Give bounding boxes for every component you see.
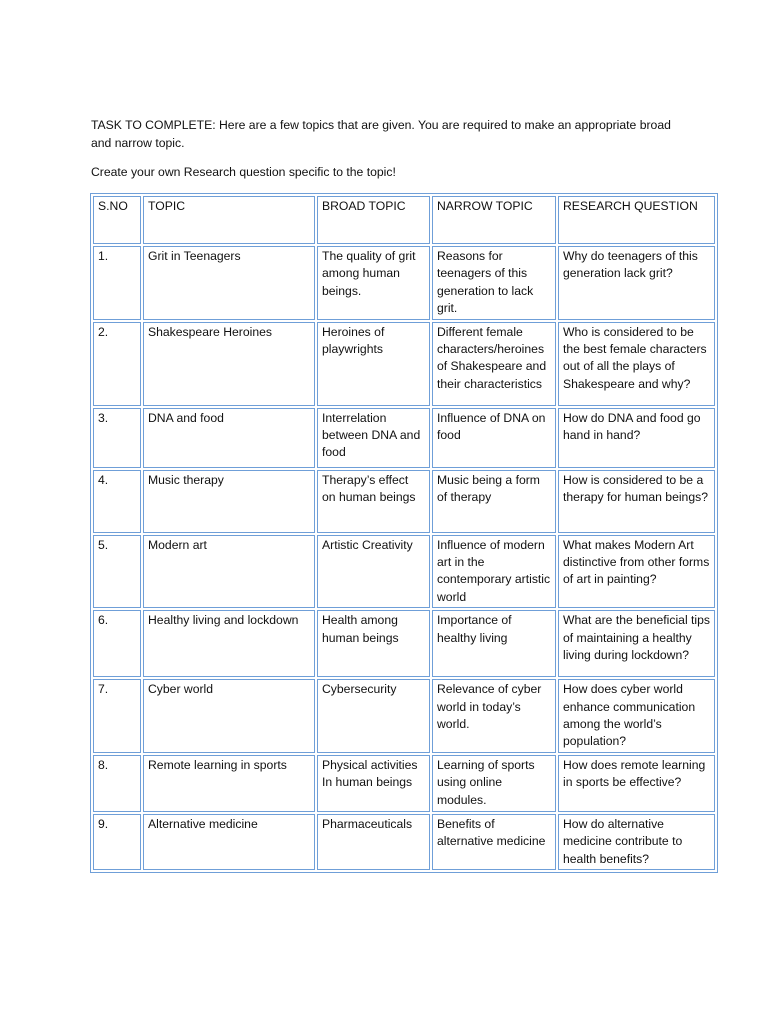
task-instruction: TASK TO COMPLETE: Here are a few topics that are given. You are required to make an appropriate broad and narrow topic. — [91, 118, 671, 150]
cell-topic: Remote learning in sports — [143, 755, 315, 812]
table-row — [93, 814, 715, 870]
cell-narrow-topic: Importance of healthy living — [432, 610, 556, 677]
table-row — [93, 755, 715, 812]
header-broad-topic: BROAD TOPIC — [317, 196, 430, 244]
cell-topic: Shakespeare Heroines — [143, 322, 315, 406]
cell-research-question: How does remote learning in sports be effective? — [558, 755, 715, 812]
header-narrow-topic: NARROW TOPIC — [432, 196, 556, 244]
cell-narrow-topic: Influence of modern art in the contemporary artistic world — [432, 535, 556, 609]
cell-sno: 8. — [93, 755, 141, 812]
cell-sno: 7. — [93, 679, 141, 753]
cell-topic: Modern art — [143, 535, 315, 609]
cell-sno: 2. — [93, 322, 141, 406]
cell-broad-topic: Artistic Creativity — [317, 535, 430, 609]
cell-topic: Alternative medicine — [143, 814, 315, 870]
cell-narrow-topic: Relevance of cyber world in today’s world. — [432, 679, 556, 753]
cell-research-question: What are the beneficial tips of maintaining a healthy living during lockdown? — [558, 610, 715, 677]
table-row — [93, 610, 715, 677]
cell-narrow-topic: Influence of DNA on food — [432, 408, 556, 468]
table-row — [93, 535, 715, 609]
cell-broad-topic: Cybersecurity — [317, 679, 430, 753]
cell-research-question: Why do teenagers of this generation lack grit? — [558, 246, 715, 320]
cell-narrow-topic: Music being a form of therapy — [432, 470, 556, 533]
header-sno: S.NO — [93, 196, 141, 244]
cell-narrow-topic: Reasons for teenagers of this generation to lack grit. — [432, 246, 556, 320]
header-research-question: RESEARCH QUESTION — [558, 196, 715, 244]
table-row — [93, 679, 715, 753]
cell-broad-topic: Physical activities In human beings — [317, 755, 430, 812]
cell-sno: 3. — [93, 408, 141, 468]
cell-research-question: Who is considered to be the best female characters out of all the plays of Shakespeare and why? — [558, 322, 715, 406]
cell-broad-topic: Interrelation between DNA and food — [317, 408, 430, 468]
cell-topic: Grit in Teenagers — [143, 246, 315, 320]
cell-sno: 5. — [93, 535, 141, 609]
cell-sno: 4. — [93, 470, 141, 533]
table-row — [93, 322, 715, 406]
cell-sno: 1. — [93, 246, 141, 320]
cell-research-question: What makes Modern Art distinctive from other forms of art in painting? — [558, 535, 715, 609]
cell-topic: Cyber world — [143, 679, 315, 753]
table-row — [93, 408, 715, 468]
table-row — [93, 246, 715, 320]
cell-research-question: How do alternative medicine contribute to health benefits? — [558, 814, 715, 870]
header-topic: TOPIC — [143, 196, 315, 244]
cell-topic: DNA and food — [143, 408, 315, 468]
research-instruction: Create your own Research question specific to the topic! — [91, 165, 396, 179]
cell-sno: 9. — [93, 814, 141, 870]
cell-broad-topic: Therapy’s effect on human beings — [317, 470, 430, 533]
cell-broad-topic: Heroines of playwrights — [317, 322, 430, 406]
cell-broad-topic: The quality of grit among human beings. — [317, 246, 430, 320]
cell-narrow-topic: Different female characters/heroines of Shakespeare and their characteristics — [432, 322, 556, 406]
cell-broad-topic: Pharmaceuticals — [317, 814, 430, 870]
cell-research-question: How is considered to be a therapy for human beings? — [558, 470, 715, 533]
cell-narrow-topic: Learning of sports using online modules. — [432, 755, 556, 812]
cell-research-question: How does cyber world enhance communication among the world’s population? — [558, 679, 715, 753]
table-row — [93, 470, 715, 533]
instructions — [91, 117, 691, 182]
cell-research-question: How do DNA and food go hand in hand? — [558, 408, 715, 468]
cell-narrow-topic: Benefits of alternative medicine — [432, 814, 556, 870]
research-topics-table — [90, 193, 718, 873]
cell-broad-topic: Health among human beings — [317, 610, 430, 677]
cell-topic: Healthy living and lockdown — [143, 610, 315, 677]
cell-sno: 6. — [93, 610, 141, 677]
cell-topic: Music therapy — [143, 470, 315, 533]
table-header-row — [93, 196, 715, 244]
